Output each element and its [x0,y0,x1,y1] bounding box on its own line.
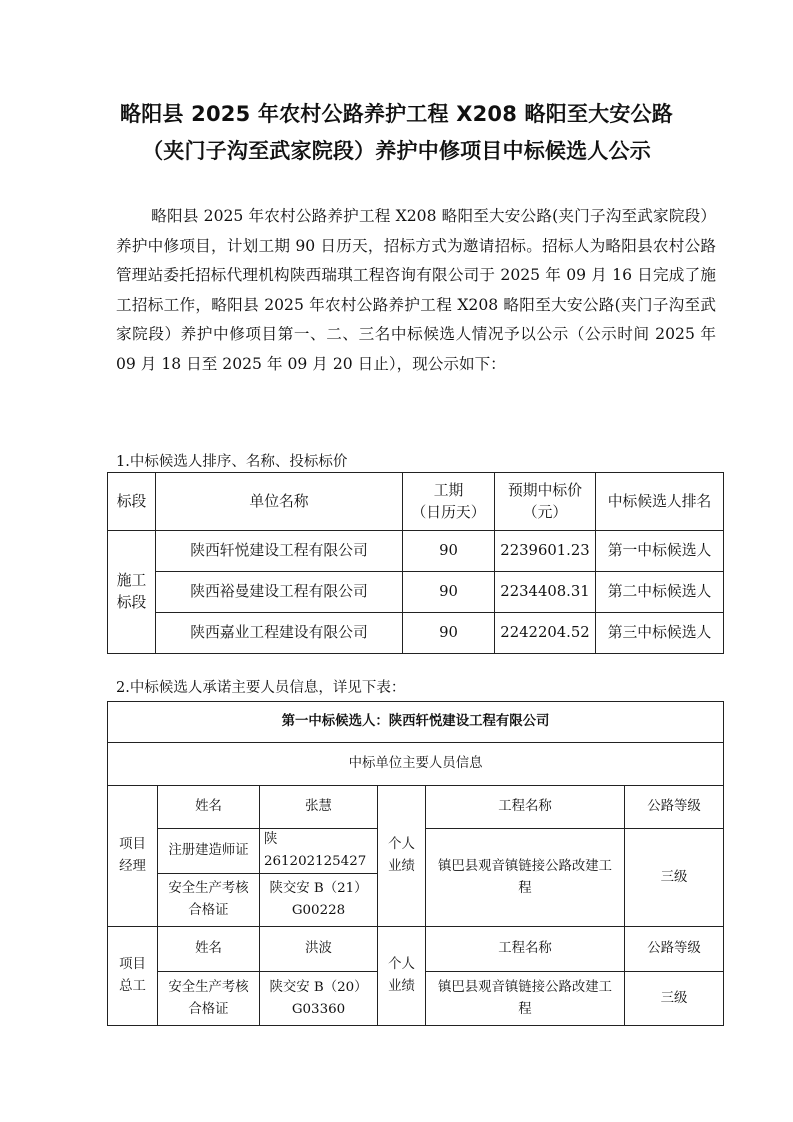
chief-cert-label-line2: 合格证 [188,1001,229,1017]
chief-perf-line1: 个人 [388,957,415,972]
chief-grade-header: 公路等级 [625,927,724,972]
company-cell: 陕西裕曼建设工程有限公司 [156,572,403,613]
pm-cert2-label-line2: 合格证 [188,903,229,918]
chief-cert-label-line1: 安全生产考核 [168,979,249,995]
intro-text: 略阳县 2025 年农村公路养护工程 X208 略阳至大安公路(夹门子沟至武家院段）养护中修项目，计划工期 90 日历天，招标方式为邀请招标。招标人为略阳县农村公路管理站委托招标代理机构陕西瑞琪工程咨询有限公司于 2025 年 09 月 16 日完成了施工招标工作，略阳县 2025 年农村公路养护工程 X208 略阳至大安公路(夹门子沟至武家院段）养护中修项目第一、二、三名中标候选人情况予以公示（公示时间 2025 年 09 月 18 日至 2025 年 09 月 20 日止），现公示如下： [116,207,716,373]
chief-cert-label [158,972,260,1026]
header-period-line2: （日历天） [411,503,486,521]
price-cell: 2234408.31 [495,572,596,613]
pm-name-label: 姓名 [158,786,260,829]
subheader-row [108,743,724,786]
pm-perf-line2: 业绩 [388,859,415,874]
table-row [108,531,724,572]
pm-cert1-value: 陕 261202125427 [260,829,378,874]
chief-perf-line2: 业绩 [388,979,415,994]
pm-role-line1: 项目 [119,837,146,852]
pm-cert2-value-line1: 陕交安 B（21） [269,881,368,896]
rank-cell: 第二中标候选人 [596,572,724,613]
candidate-row [108,702,724,743]
pm-project-line2: 程 [518,880,532,896]
company-cell: 陕西轩悦建设工程有限公司 [156,531,403,572]
header-price [495,473,596,531]
pm-project-name [426,829,625,927]
period-cell: 90 [403,613,495,654]
pm-project-header: 工程名称 [426,786,625,829]
document-title [60,96,733,170]
table-row [108,613,724,654]
title-line-1: 略阳县 2025 年农村公路养护工程 X208 略阳至大安公路 [120,102,673,126]
title-line-2: （夹门子沟至武家院段）养护中修项目中标候选人公示 [142,139,651,163]
table-header-row [108,473,724,531]
header-price-line2: （元） [522,503,568,521]
chief-name: 洪波 [260,927,378,972]
table-row [108,927,724,972]
price-cell: 2242204.52 [495,613,596,654]
chief-project-header: 工程名称 [426,927,625,972]
header-company: 单位名称 [156,473,403,531]
chief-project-line2: 程 [518,1001,532,1017]
pm-cert2-value-line2: G00228 [291,903,346,918]
rank-cell: 第三中标候选人 [596,613,724,654]
pm-role [108,786,158,927]
pm-perf-line1: 个人 [388,837,415,852]
period-cell: 90 [403,572,495,613]
section-cell [108,531,156,654]
chief-grade: 三级 [625,972,724,1026]
chief-role-line2: 总工 [119,979,146,994]
personnel-subheader: 中标单位主要人员信息 [108,743,724,786]
section-line1: 施工 [116,572,147,589]
rank-cell: 第一中标候选人 [596,531,724,572]
personnel-table [107,701,724,1026]
company-cell: 陕西嘉业工程建设有限公司 [156,613,403,654]
pm-role-line2: 经理 [119,859,146,874]
pm-cert2-value [260,874,378,927]
pm-cert2-label [158,874,260,927]
candidates-table [107,472,724,654]
pm-project-line1: 镇巴县观音镇链接公路改建工 [437,858,613,874]
table-row [108,572,724,613]
chief-performance-label [378,927,426,1026]
chief-cert-value-line1: 陕交安 B（20） [269,979,368,995]
chief-name-label: 姓名 [158,927,260,972]
header-rank: 中标候选人排名 [596,473,724,531]
section-line2: 标段 [116,594,147,611]
pm-performance-label [378,786,426,927]
chief-project-name [426,972,625,1026]
header-section: 标段 [108,473,156,531]
pm-cert2-label-line1: 安全生产考核 [168,881,249,896]
pm-cert1-label: 注册建造师证 [158,829,260,874]
section-1-title: 1.中标候选人排序、名称、投标标价 [116,454,348,470]
pm-grade: 三级 [625,829,724,927]
chief-project-line1: 镇巴县观音镇链接公路改建工 [437,979,613,995]
header-period-line1: 工期 [433,481,464,499]
header-period [403,473,495,531]
section-2-title: 2.中标候选人承诺主要人员信息，详见下表： [116,680,406,696]
period-cell: 90 [403,531,495,572]
price-cell: 2239601.23 [495,531,596,572]
pm-name: 张慧 [260,786,378,829]
chief-role [108,927,158,1026]
chief-role-line1: 项目 [119,957,146,972]
chief-cert-value-line2: G03360 [291,1001,346,1017]
intro-paragraph [116,202,716,380]
chief-cert-value [260,972,378,1026]
pm-grade-header: 公路等级 [625,786,724,829]
header-price-line1: 预期中标价 [508,481,582,499]
candidate-title: 第一中标候选人：陕西轩悦建设工程有限公司 [108,702,724,743]
table-row [108,786,724,829]
